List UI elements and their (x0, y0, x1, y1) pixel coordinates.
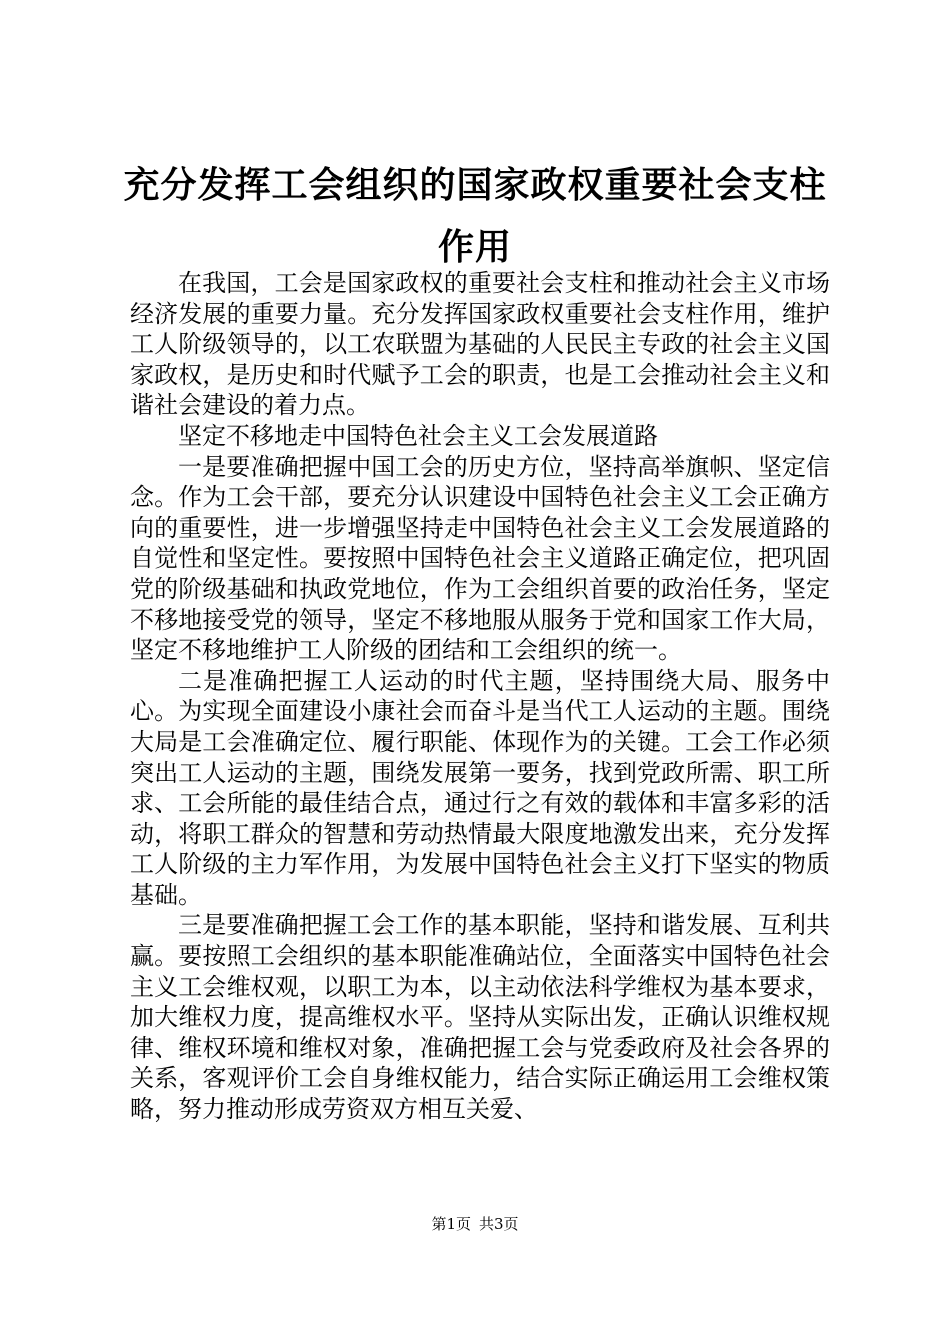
page-number: 第1页 (431, 1215, 471, 1233)
section-heading: 坚定不移地走中国特色社会主义工会发展道路 (178, 421, 658, 450)
paragraph: 在我国，工会是国家政权的重要社会支柱和推动社会主义市场经济发展的重要力量。充分发挥国家政权重要社会支柱作用，维护工人阶级领导的，以工农联盟为基础的人民民主专政的社会主义国家政权，是历史和时代赋予工会的职责，也是工会推动社会主义和谐社会建设的着力点。 (130, 269, 830, 420)
paragraph: 一是要准确把握中国工会的历史方位，坚持高举旗帜、坚定信念。作为工会干部，要充分认识建设中国特色社会主义工会正确方向的重要性，进一步增强坚持走中国特色社会主义工会发展道路的自觉性和坚定性。要按照中国特色社会主义道路正确定位，把巩固党的阶级基础和执政党地位，作为工会组织首要的政治任务，坚定不移地接受党的领导，坚定不移地服从服务于党和国家工作大局，坚定不移地维护工人阶级的团结和工会组织的统一。 (130, 452, 830, 665)
paragraph: 三是要准确把握工会工作的基本职能，坚持和谐发展、互利共赢。要按照工会组织的基本职能准确站位，全面落实中国特色社会主义工会维权观，以职工为本，以主动依法科学维权为基本要求，加大维权力度，提高维权水平。坚持从实际出发，正确认识维权规律、维权环境和维权对象，准确把握工会与党委政府及社会各界的关系，客观评价工会自身维权能力，结合实际正确运用工会维权策略，努力推动形成劳资双方相互关爱、 (130, 911, 830, 1124)
document-title: 充分发挥工会组织的国家政权重要社会支柱作用 (123, 165, 827, 268)
page-total: 共3页 (479, 1215, 519, 1233)
page-footer (0, 1214, 950, 1234)
paragraph: 二是准确把握工人运动的时代主题，坚持围绕大局、服务中心。为实现全面建设小康社会而奋斗是当代工人运动的主题。围绕大局是工会准确定位、履行职能、体现作为的关键。工会工作必须突出工人运动的主题，围绕发展第一要务，找到党政所需、职工所求、工会所能的最佳结合点，通过行之有效的载体和丰富多彩的活动，将职工群众的智慧和劳动热情最大限度地激发出来，充分发挥工人阶级的主力军作用，为发展中国特色社会主义打下坚实的物质基础。 (130, 666, 830, 909)
document-body (130, 268, 830, 1125)
